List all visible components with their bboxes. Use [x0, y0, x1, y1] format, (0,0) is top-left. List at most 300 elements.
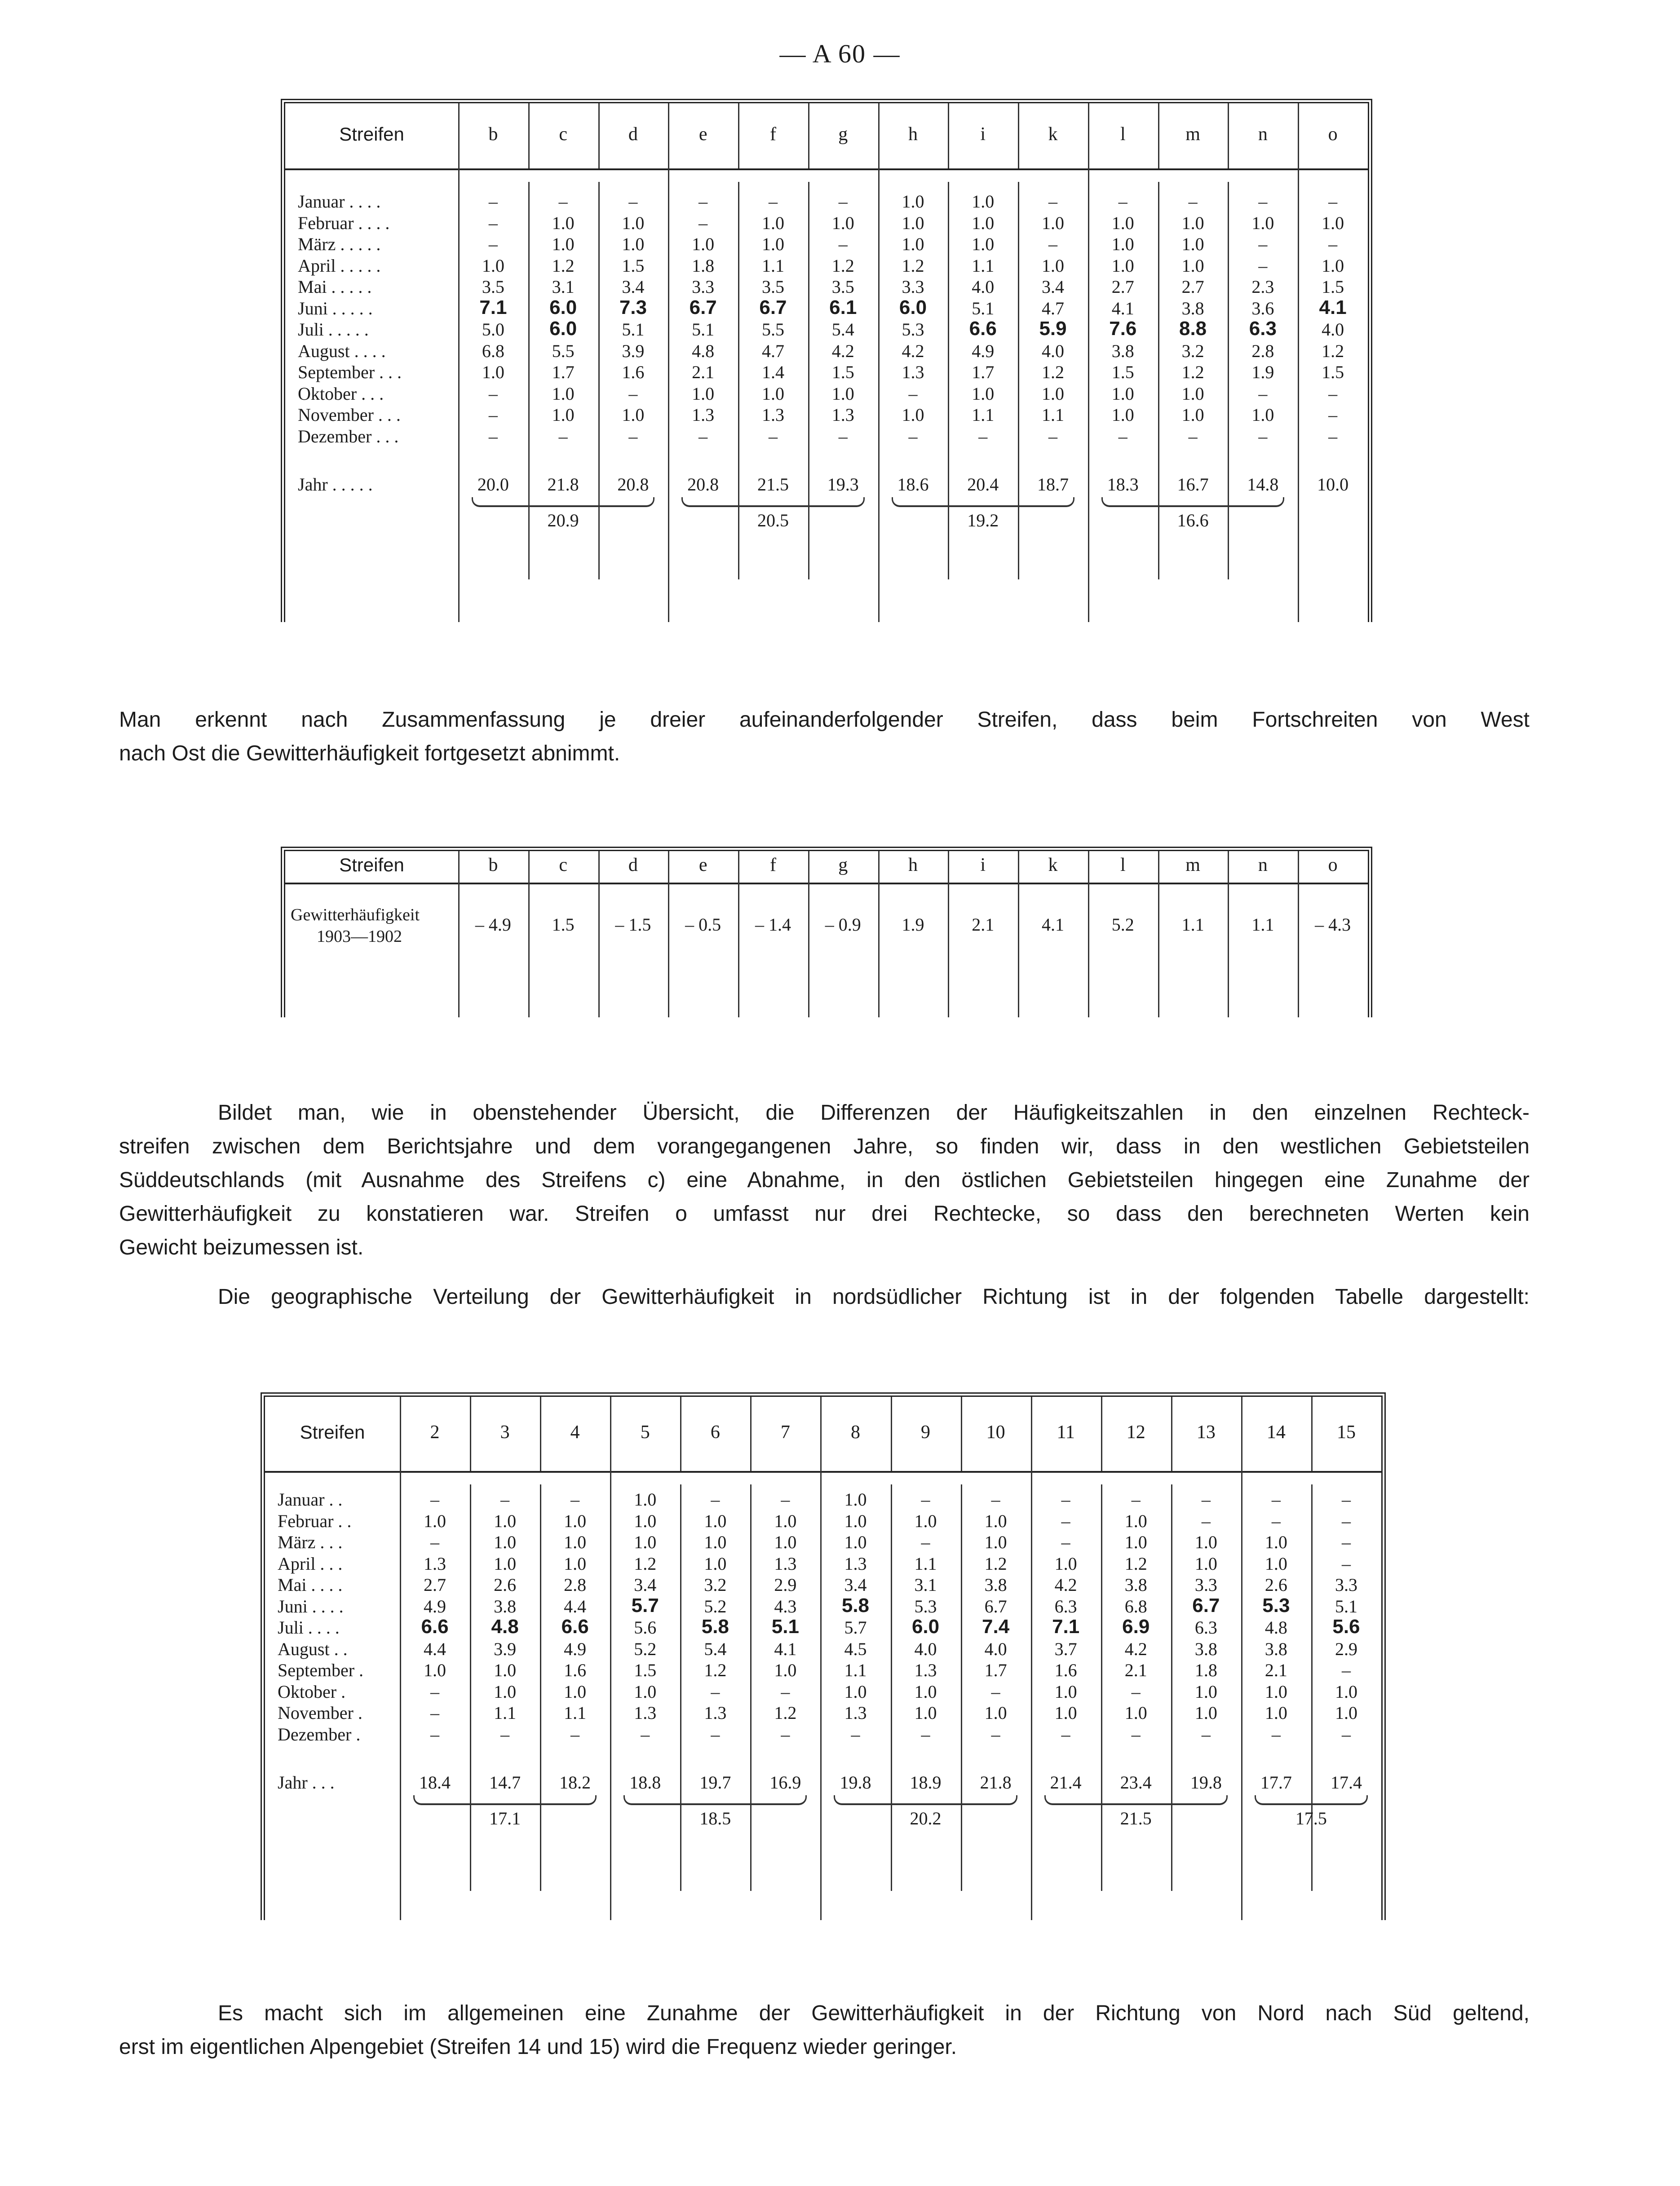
table2-cell: – 4.3	[1315, 914, 1351, 935]
table2-cell: 4.1	[1042, 914, 1065, 935]
table1-cell: 2.1	[692, 362, 715, 382]
table1-cell: 3.9	[622, 340, 645, 361]
table1-cell: 1.0	[692, 234, 715, 254]
table3-cell: 3.4	[844, 1575, 867, 1595]
table3-cell: 1.0	[564, 1553, 587, 1574]
table3-cell: 1.0	[1054, 1703, 1077, 1723]
table1-cell: 1.6	[622, 362, 645, 382]
table3-cell: –	[921, 1532, 930, 1552]
table1-col-header: k	[1048, 124, 1058, 145]
table1-col-header: m	[1185, 124, 1200, 145]
table1-cell: 5.3	[902, 319, 924, 340]
table3-cell: 1.0	[494, 1681, 517, 1702]
table1-cell: 1.2	[1181, 362, 1204, 382]
table3-cell: 3.4	[634, 1575, 657, 1595]
table3-cell: 1.0	[1194, 1703, 1217, 1723]
table1-cell: 1.3	[902, 362, 924, 382]
table1-cell: –	[488, 191, 498, 212]
table1-header-label: Streifen	[339, 123, 404, 145]
table1-row-label: Oktober . . .	[298, 383, 384, 404]
table3-row-label: Juni . . . .	[278, 1596, 344, 1616]
table1-col-header: g	[838, 124, 848, 145]
table1-year-value: 21.8	[547, 474, 579, 495]
table1-cell: 1.0	[482, 255, 504, 276]
table3-cell: 2.6	[494, 1575, 517, 1595]
table3-year-value: 23.4	[1120, 1772, 1152, 1793]
paragraph-2-line-4: Gewitterhäufigkeit zu konstatieren war. Streifen o umfasst nur drei Rechtecke, so dass den berechneten Werten kein	[119, 1202, 1530, 1226]
table3-row-label: März . . .	[278, 1532, 343, 1552]
table1-cell: 6.8	[482, 340, 504, 361]
table3-cell: 2.9	[774, 1575, 797, 1595]
table1-cell: 4.7	[1042, 298, 1065, 318]
table3-cell: –	[1341, 1553, 1351, 1574]
table1-cell: –	[558, 426, 568, 446]
table3-cell: 1.3	[844, 1703, 867, 1723]
table2-col-header: o	[1328, 855, 1338, 875]
table1-group-average: 19.2	[967, 510, 999, 530]
table3-col-header: 15	[1336, 1422, 1356, 1443]
table3-cell: 1.0	[774, 1510, 797, 1531]
table1-cell: 1.0	[1181, 234, 1204, 254]
table2-row-label-2: 1903—1902	[317, 927, 402, 946]
table1-cell: 5.0	[482, 319, 504, 340]
table1-cell: 2.3	[1251, 277, 1274, 297]
table3-cell: 5.1	[1335, 1596, 1357, 1616]
table3-cell: 3.9	[494, 1638, 517, 1659]
table3-cell: 1.0	[494, 1660, 517, 1680]
table2-header-label: Streifen	[339, 854, 404, 875]
table3-cell: 6.7	[1192, 1594, 1220, 1616]
paragraph-2-line-3: Süddeutschlands (mit Ausnahme des Streifens c) eine Abnahme, in den östlichen Gebietsteilen hingegen eine Zunahme der	[119, 1168, 1530, 1192]
table1-cell: 1.1	[1042, 405, 1065, 425]
table3-cell: 1.0	[1264, 1703, 1287, 1723]
table2-row-label-1: Gewitterhäufigkeit	[291, 905, 420, 924]
table3-cell: 1.0	[844, 1681, 867, 1702]
table3-cell: 1.1	[494, 1703, 517, 1723]
table3-cell: 6.8	[1124, 1596, 1147, 1616]
table1-cell: –	[488, 383, 498, 404]
table3-cell: 3.1	[914, 1575, 937, 1595]
table1-cell: –	[1258, 426, 1268, 446]
table1-col-header: h	[908, 124, 918, 145]
table3-cell: 1.2	[984, 1553, 1007, 1574]
difference-table	[281, 847, 1372, 1017]
table3-cell: 1.0	[704, 1532, 727, 1552]
table1-cell: 1.5	[831, 362, 854, 382]
table3-cell: 7.1	[1052, 1616, 1080, 1638]
table1-group-brace	[1101, 497, 1284, 507]
table3-row-label: April . . .	[278, 1553, 343, 1574]
table3-cell: 6.6	[421, 1616, 449, 1638]
table3-cell: 3.8	[984, 1575, 1007, 1595]
table1-cell: 1.2	[902, 255, 924, 276]
table3-cell: 1.0	[704, 1510, 727, 1531]
table3-cell: –	[851, 1724, 860, 1744]
table3-year-label: Jahr . . .	[278, 1772, 335, 1793]
table1-cell: –	[768, 191, 778, 212]
table1-cell: 1.5	[1111, 362, 1134, 382]
table3-cell: 1.0	[1194, 1553, 1217, 1574]
table1-cell: 1.0	[972, 191, 995, 212]
table3-cell: –	[500, 1489, 510, 1510]
table2-cell: – 4.9	[475, 914, 511, 935]
table1-cell: 3.3	[902, 277, 924, 297]
table2-cell: 5.2	[1111, 914, 1134, 935]
table3-cell: 6.9	[1122, 1616, 1150, 1638]
table1-group-brace	[681, 497, 864, 507]
table3-cell: 5.4	[704, 1638, 727, 1659]
table2-col-header: n	[1258, 855, 1268, 875]
table3-cell: 1.0	[1124, 1510, 1147, 1531]
table1-cell: –	[488, 212, 498, 233]
table1-cell: 5.9	[1039, 318, 1067, 340]
table1-cell: 4.9	[972, 340, 995, 361]
table1-cell: 1.3	[831, 405, 854, 425]
table3-cell: 1.0	[984, 1703, 1007, 1723]
table3-cell: –	[570, 1489, 580, 1510]
table3-cell: –	[1131, 1681, 1141, 1702]
table3-year-value: 17.4	[1330, 1772, 1362, 1793]
table3-col-header: 9	[921, 1422, 931, 1443]
table3-cell: 4.0	[914, 1638, 937, 1659]
table1-row-label: März . . . . .	[298, 234, 381, 254]
table3-cell: 3.8	[1194, 1638, 1217, 1659]
table3-cell: 6.3	[1054, 1596, 1077, 1616]
table2-col-header: l	[1120, 855, 1126, 875]
table1-row-label: Februar . . . .	[298, 212, 390, 233]
table1-cell: 1.2	[1042, 362, 1065, 382]
table3-cell: 3.7	[1054, 1638, 1077, 1659]
table1-row-label: April . . . . .	[298, 255, 381, 276]
table1-cell: 1.0	[1111, 383, 1134, 404]
table3-group-brace	[1255, 1795, 1368, 1805]
table3-cell: 6.0	[911, 1616, 940, 1638]
table1-cell: –	[628, 383, 638, 404]
table1-col-header: c	[559, 124, 567, 145]
table1-row-label: August . . . .	[298, 340, 386, 361]
table3-cell: 1.1	[844, 1660, 867, 1680]
table3-cell: 4.4	[424, 1638, 447, 1659]
table3-cell: –	[1201, 1510, 1211, 1531]
table2-col-header: b	[488, 855, 498, 875]
table1-cell: 7.1	[479, 296, 507, 318]
table3-cell: –	[430, 1532, 440, 1552]
table1-cell: 1.1	[972, 405, 995, 425]
table1-cell: –	[1048, 191, 1058, 212]
table1-cell: 1.0	[831, 212, 854, 233]
table3-cell: –	[1201, 1724, 1211, 1744]
table1-cell: 1.0	[552, 405, 575, 425]
table3-cell: –	[921, 1724, 930, 1744]
table3-group-brace	[834, 1795, 1017, 1805]
table1-col-header: f	[769, 124, 776, 145]
table3-cell: 1.0	[1054, 1553, 1077, 1574]
table1-cell: –	[699, 212, 708, 233]
table3-cell: 1.0	[1264, 1532, 1287, 1552]
table1-cell: 6.6	[969, 318, 997, 340]
table1-row-label: November . . .	[298, 405, 401, 425]
table3-cell: 1.0	[1335, 1703, 1357, 1723]
table3-cell: 1.3	[634, 1703, 657, 1723]
table3-row-label: Oktober .	[278, 1681, 346, 1702]
table3-row-label: November .	[278, 1703, 363, 1723]
table1-cell: 1.0	[622, 234, 645, 254]
table1-cell: –	[838, 426, 848, 446]
monthly-table-north-south	[261, 1392, 1386, 1920]
table3-cell: 1.3	[774, 1553, 797, 1574]
table3-cell: 1.6	[564, 1660, 587, 1680]
table3-cell: 5.2	[634, 1638, 657, 1659]
table3-cell: 1.0	[914, 1510, 937, 1531]
table3-cell: –	[1061, 1532, 1070, 1552]
table2-col-header: e	[699, 855, 707, 875]
table1-cell: –	[908, 426, 918, 446]
table3-cell: 2.6	[1264, 1575, 1287, 1595]
table3-cell: –	[991, 1724, 1000, 1744]
table3-row-label: August . .	[278, 1638, 348, 1659]
table3-group-average: 17.1	[489, 1808, 521, 1828]
table1-cell: –	[628, 191, 638, 212]
table3-cell: 4.2	[1124, 1638, 1147, 1659]
paragraph-1-line-2: nach Ost die Gewitterhäufigkeit fortgesetzt abnimmt.	[119, 742, 620, 765]
table3-cell: 3.2	[704, 1575, 727, 1595]
table1-row-label: Mai . . . . .	[298, 277, 372, 297]
table1-cell: 1.0	[552, 212, 575, 233]
table3-col-header: 7	[780, 1422, 790, 1443]
table1-cell: 1.0	[1181, 383, 1204, 404]
table3-year-value: 21.8	[980, 1772, 1012, 1793]
table3-cell: 1.0	[914, 1703, 937, 1723]
table3-col-header: 14	[1266, 1422, 1286, 1443]
table1-cell: 4.0	[1322, 319, 1344, 340]
table1-cell: 3.8	[1181, 298, 1204, 318]
table1-cell: –	[768, 426, 778, 446]
table2-cell: – 0.5	[685, 914, 721, 935]
table3-cell: 1.0	[634, 1681, 657, 1702]
table1-cell: 1.0	[1181, 405, 1204, 425]
table3-col-header: 11	[1057, 1422, 1075, 1443]
table3-cell: 1.0	[984, 1532, 1007, 1552]
table3-cell: 1.0	[704, 1553, 727, 1574]
table3-col-header: 6	[710, 1422, 720, 1443]
table1-cell: 1.0	[622, 212, 645, 233]
table1-year-value: 19.3	[827, 474, 859, 495]
table3-cell: –	[1061, 1724, 1070, 1744]
table3-cell: 1.0	[424, 1660, 447, 1680]
table3-cell: 1.3	[424, 1553, 447, 1574]
table1-col-header: o	[1328, 124, 1338, 145]
table1-cell: 1.0	[1111, 255, 1134, 276]
table3-cell: 1.8	[1194, 1660, 1217, 1680]
table1-cell: 4.1	[1111, 298, 1134, 318]
table1-cell: 1.7	[552, 362, 575, 382]
table3-year-value: 19.7	[699, 1772, 731, 1793]
table3-row-label: Mai . . . .	[278, 1575, 343, 1595]
table3-cell: 1.0	[844, 1510, 867, 1531]
table3-cell: 5.7	[844, 1617, 867, 1638]
table3-cell: 3.8	[1124, 1575, 1147, 1595]
table1-cell: –	[1328, 191, 1338, 212]
table2-col-header: h	[908, 855, 918, 875]
table3-cell: –	[430, 1489, 440, 1510]
table1-cell: 5.4	[831, 319, 854, 340]
table1-cell: –	[1048, 426, 1058, 446]
table1-cell: –	[908, 383, 918, 404]
table1-row-label: Juni . . . . .	[298, 298, 373, 318]
table1-year-value: 18.6	[897, 474, 929, 495]
table3-cell: 1.0	[774, 1532, 797, 1552]
table1-cell: 1.1	[761, 255, 784, 276]
paragraph-3-line-1: Die geographische Verteilung der Gewitterhäufigkeit in nordsüdlicher Richtung ist in der folgenden Tabelle dargestellt:	[218, 1285, 1530, 1309]
paragraph-1-line-1: Man erkennt nach Zusammenfassung je dreier aufeinanderfolgender Streifen, dass beim Fortschreiten von West	[119, 708, 1530, 732]
table1-cell: –	[699, 191, 708, 212]
table1-cell: 3.4	[622, 277, 645, 297]
table1-cell: 1.0	[902, 234, 924, 254]
table2-col-header: m	[1185, 855, 1200, 875]
table1-row-label: Juli . . . . .	[298, 319, 369, 340]
table3-cell: 6.7	[984, 1596, 1007, 1616]
table3-cell: 4.8	[491, 1616, 519, 1638]
table1-cell: 5.5	[552, 340, 575, 361]
table1-col-header: n	[1258, 124, 1268, 145]
table3-cell: –	[1271, 1489, 1281, 1510]
table3-cell: 1.0	[494, 1510, 517, 1531]
table1-cell: 3.4	[1042, 277, 1065, 297]
table1-cell: –	[1188, 426, 1198, 446]
table1-cell: 1.5	[622, 255, 645, 276]
table1-cell: 1.0	[1181, 255, 1204, 276]
table3-cell: –	[781, 1489, 790, 1510]
table3-cell: –	[711, 1681, 720, 1702]
table3-cell: 4.1	[774, 1638, 797, 1659]
table1-cell: –	[978, 426, 988, 446]
table3-cell: 1.2	[704, 1660, 727, 1680]
table3-col-header: 2	[430, 1422, 440, 1443]
table3-cell: 1.0	[774, 1660, 797, 1680]
table3-group-brace	[413, 1795, 597, 1805]
table3-cell: 2.1	[1264, 1660, 1287, 1680]
table3-cell: 1.0	[564, 1510, 587, 1531]
table3-cell: 5.8	[841, 1594, 870, 1616]
table1-col-header: d	[628, 124, 638, 145]
table3-cell: –	[570, 1724, 580, 1744]
table1-row-label: September . . .	[298, 362, 402, 382]
table3-cell: 2.1	[1124, 1660, 1147, 1680]
table1-year-value: 10.0	[1317, 474, 1349, 495]
table3-year-value: 21.4	[1050, 1772, 1082, 1793]
table1-cell: 1.3	[692, 405, 715, 425]
table3-cell: 5.7	[631, 1594, 659, 1616]
table3-cell: –	[991, 1489, 1000, 1510]
table1-cell: 1.4	[761, 362, 784, 382]
table1-cell: 1.0	[1042, 383, 1065, 404]
table1-cell: 1.0	[482, 362, 504, 382]
table1-cell: 4.7	[761, 340, 784, 361]
table3-cell: 5.6	[1332, 1616, 1360, 1638]
table3-group-brace	[1044, 1795, 1228, 1805]
table1-cell: 6.3	[1249, 318, 1277, 340]
table3-cell: –	[1341, 1660, 1351, 1680]
table1-cell: 1.0	[1251, 405, 1274, 425]
table1-year-value: 16.7	[1177, 474, 1209, 495]
table3-row-label: September .	[278, 1660, 364, 1680]
table3-cell: 1.5	[634, 1660, 657, 1680]
table1-cell: 2.7	[1111, 277, 1134, 297]
table3-cell: –	[1201, 1489, 1211, 1510]
table3-cell: 4.8	[1264, 1617, 1287, 1638]
paragraph-2-line-1: Bildet man, wie in obenstehender Übersicht, die Differenzen der Häufigkeitszahlen in den einzelnen Rechteck-	[218, 1101, 1530, 1125]
monthly-table-west-east	[281, 99, 1372, 622]
table1-cell: 3.5	[831, 277, 854, 297]
table3-cell: 1.0	[494, 1553, 517, 1574]
table1-cell: 1.0	[902, 405, 924, 425]
table1-cell: –	[699, 426, 708, 446]
table1-col-header: e	[699, 124, 707, 145]
table3-cell: 3.8	[1264, 1638, 1287, 1659]
table1-cell: 6.7	[759, 296, 787, 318]
table3-cell: 5.6	[634, 1617, 657, 1638]
table1-row-label: Dezember . . .	[298, 426, 399, 446]
table3-cell: 1.1	[914, 1553, 937, 1574]
table3-cell: 1.0	[1124, 1532, 1147, 1552]
table1-cell: –	[1118, 426, 1127, 446]
table2-col-header: c	[559, 855, 567, 875]
table3-row-label: Dezember .	[278, 1724, 361, 1744]
table1-cell: 3.1	[552, 277, 575, 297]
table3-cell: 1.3	[844, 1553, 867, 1574]
table3-cell: 1.0	[494, 1532, 517, 1552]
table3-cell: 1.0	[1054, 1681, 1077, 1702]
page-header: — A 60 —	[779, 39, 901, 68]
table3-cell: 4.4	[564, 1596, 587, 1616]
table3-cell: 1.0	[844, 1532, 867, 1552]
table1-cell: –	[488, 234, 498, 254]
table1-year-value: 14.8	[1247, 474, 1279, 495]
paragraph-4-line-2: erst im eigentlichen Alpengebiet (Streifen 14 und 15) wird die Frequenz wieder geringer.	[119, 2035, 957, 2059]
table1-group-brace	[472, 497, 654, 507]
table3-cell: 1.0	[1264, 1681, 1287, 1702]
table1-cell: 1.2	[1322, 340, 1344, 361]
table1-cell: 1.3	[761, 405, 784, 425]
table2-cell: 1.9	[902, 914, 924, 935]
table1-cell: –	[488, 426, 498, 446]
table1-cell: 1.0	[552, 234, 575, 254]
table2-cell: – 1.4	[755, 914, 791, 935]
table3-cell: –	[1131, 1724, 1141, 1744]
table3-cell: 2.7	[424, 1575, 447, 1595]
table1-cell: –	[628, 426, 638, 446]
table3-cell: 2.8	[564, 1575, 587, 1595]
table1-cell: 5.1	[972, 298, 995, 318]
table1-cell: 1.0	[972, 383, 995, 404]
table1-cell: 1.0	[972, 212, 995, 233]
table3-col-header: 5	[640, 1422, 650, 1443]
table1-cell: 3.6	[1251, 298, 1274, 318]
table1-cell: 1.0	[1111, 405, 1134, 425]
table1-cell: 5.1	[622, 319, 645, 340]
table1-cell: 2.7	[1181, 277, 1204, 297]
table1-year-value: 18.3	[1107, 474, 1139, 495]
table2-col-header: d	[628, 855, 638, 875]
table1-cell: 1.5	[1322, 277, 1344, 297]
table3-row-label: Juli . . . .	[278, 1617, 340, 1638]
table3-cell: 1.0	[564, 1532, 587, 1552]
table3-col-header: 3	[500, 1422, 510, 1443]
table1-cell: 7.3	[619, 296, 647, 318]
table1-year-value: 21.5	[757, 474, 789, 495]
table1-cell: –	[1188, 191, 1198, 212]
table1-cell: –	[1328, 383, 1338, 404]
